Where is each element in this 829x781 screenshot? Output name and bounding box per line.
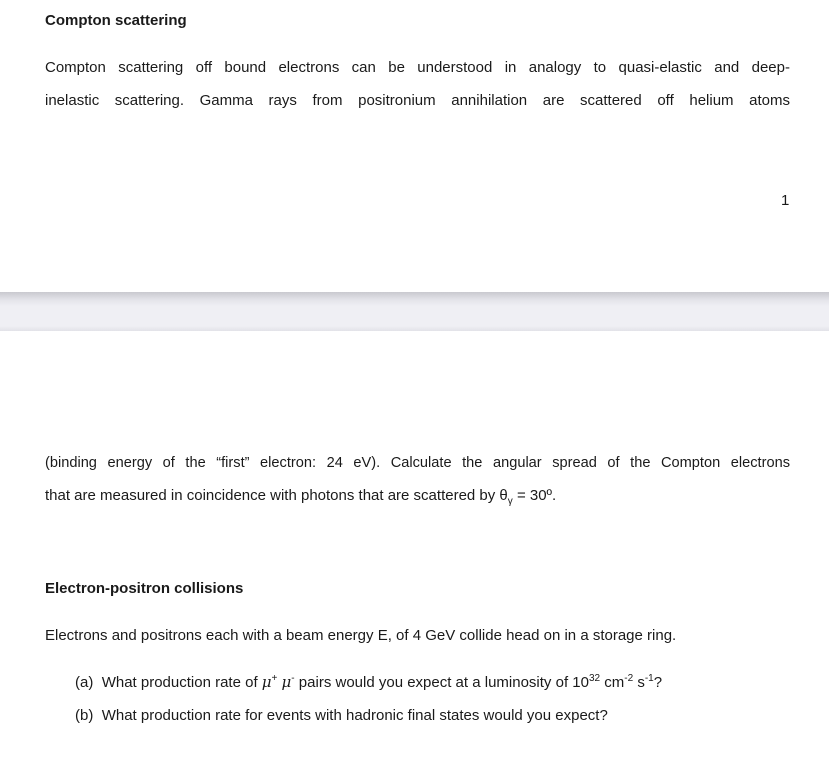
page-number: 1 [781,192,790,209]
question-a [75,672,662,693]
sup: -1 [644,673,654,684]
paragraph-line [45,486,556,506]
paragraph-line: Electrons and positrons each with a beam energy E, of 4 GeV collide head on in a storage ring. [45,627,677,644]
section-heading-compton: Compton scattering [45,12,187,29]
text: ? [653,674,663,691]
list-label: (a) [75,674,94,691]
list-label: (b) [75,707,94,724]
subscript: γ [507,496,513,507]
text: cm [600,674,625,691]
paragraph-line: (binding energy of the “first” electron: 24 eV). Calculate the angular spread of the Compton electrons [45,455,790,471]
text: pairs would you expect at a luminosity of 10 [294,674,589,691]
text: that are measured in coincidence with photons that are scattered by θ [45,487,508,504]
text: What production rate for events with hadronic final states would you expect? [101,707,608,724]
page-separator [0,292,829,331]
mu: μ [261,673,272,691]
sup: - [291,673,295,684]
paragraph-line: inelastic scattering. Gamma rays from positronium annihilation are scattered off helium atoms [45,92,790,109]
text: s [633,674,645,691]
text: = 30º. [512,487,557,504]
text: What production rate of [101,674,262,691]
sup: -2 [624,673,634,684]
sup: 32 [588,673,601,684]
mu: μ [281,673,292,691]
paragraph-line: Compton scattering off bound electrons can be understood in analogy to quasi-elastic and deep- [45,59,790,76]
question-b [75,706,608,726]
sup: + [271,673,278,684]
section-heading-collisions: Electron-positron collisions [45,580,244,597]
